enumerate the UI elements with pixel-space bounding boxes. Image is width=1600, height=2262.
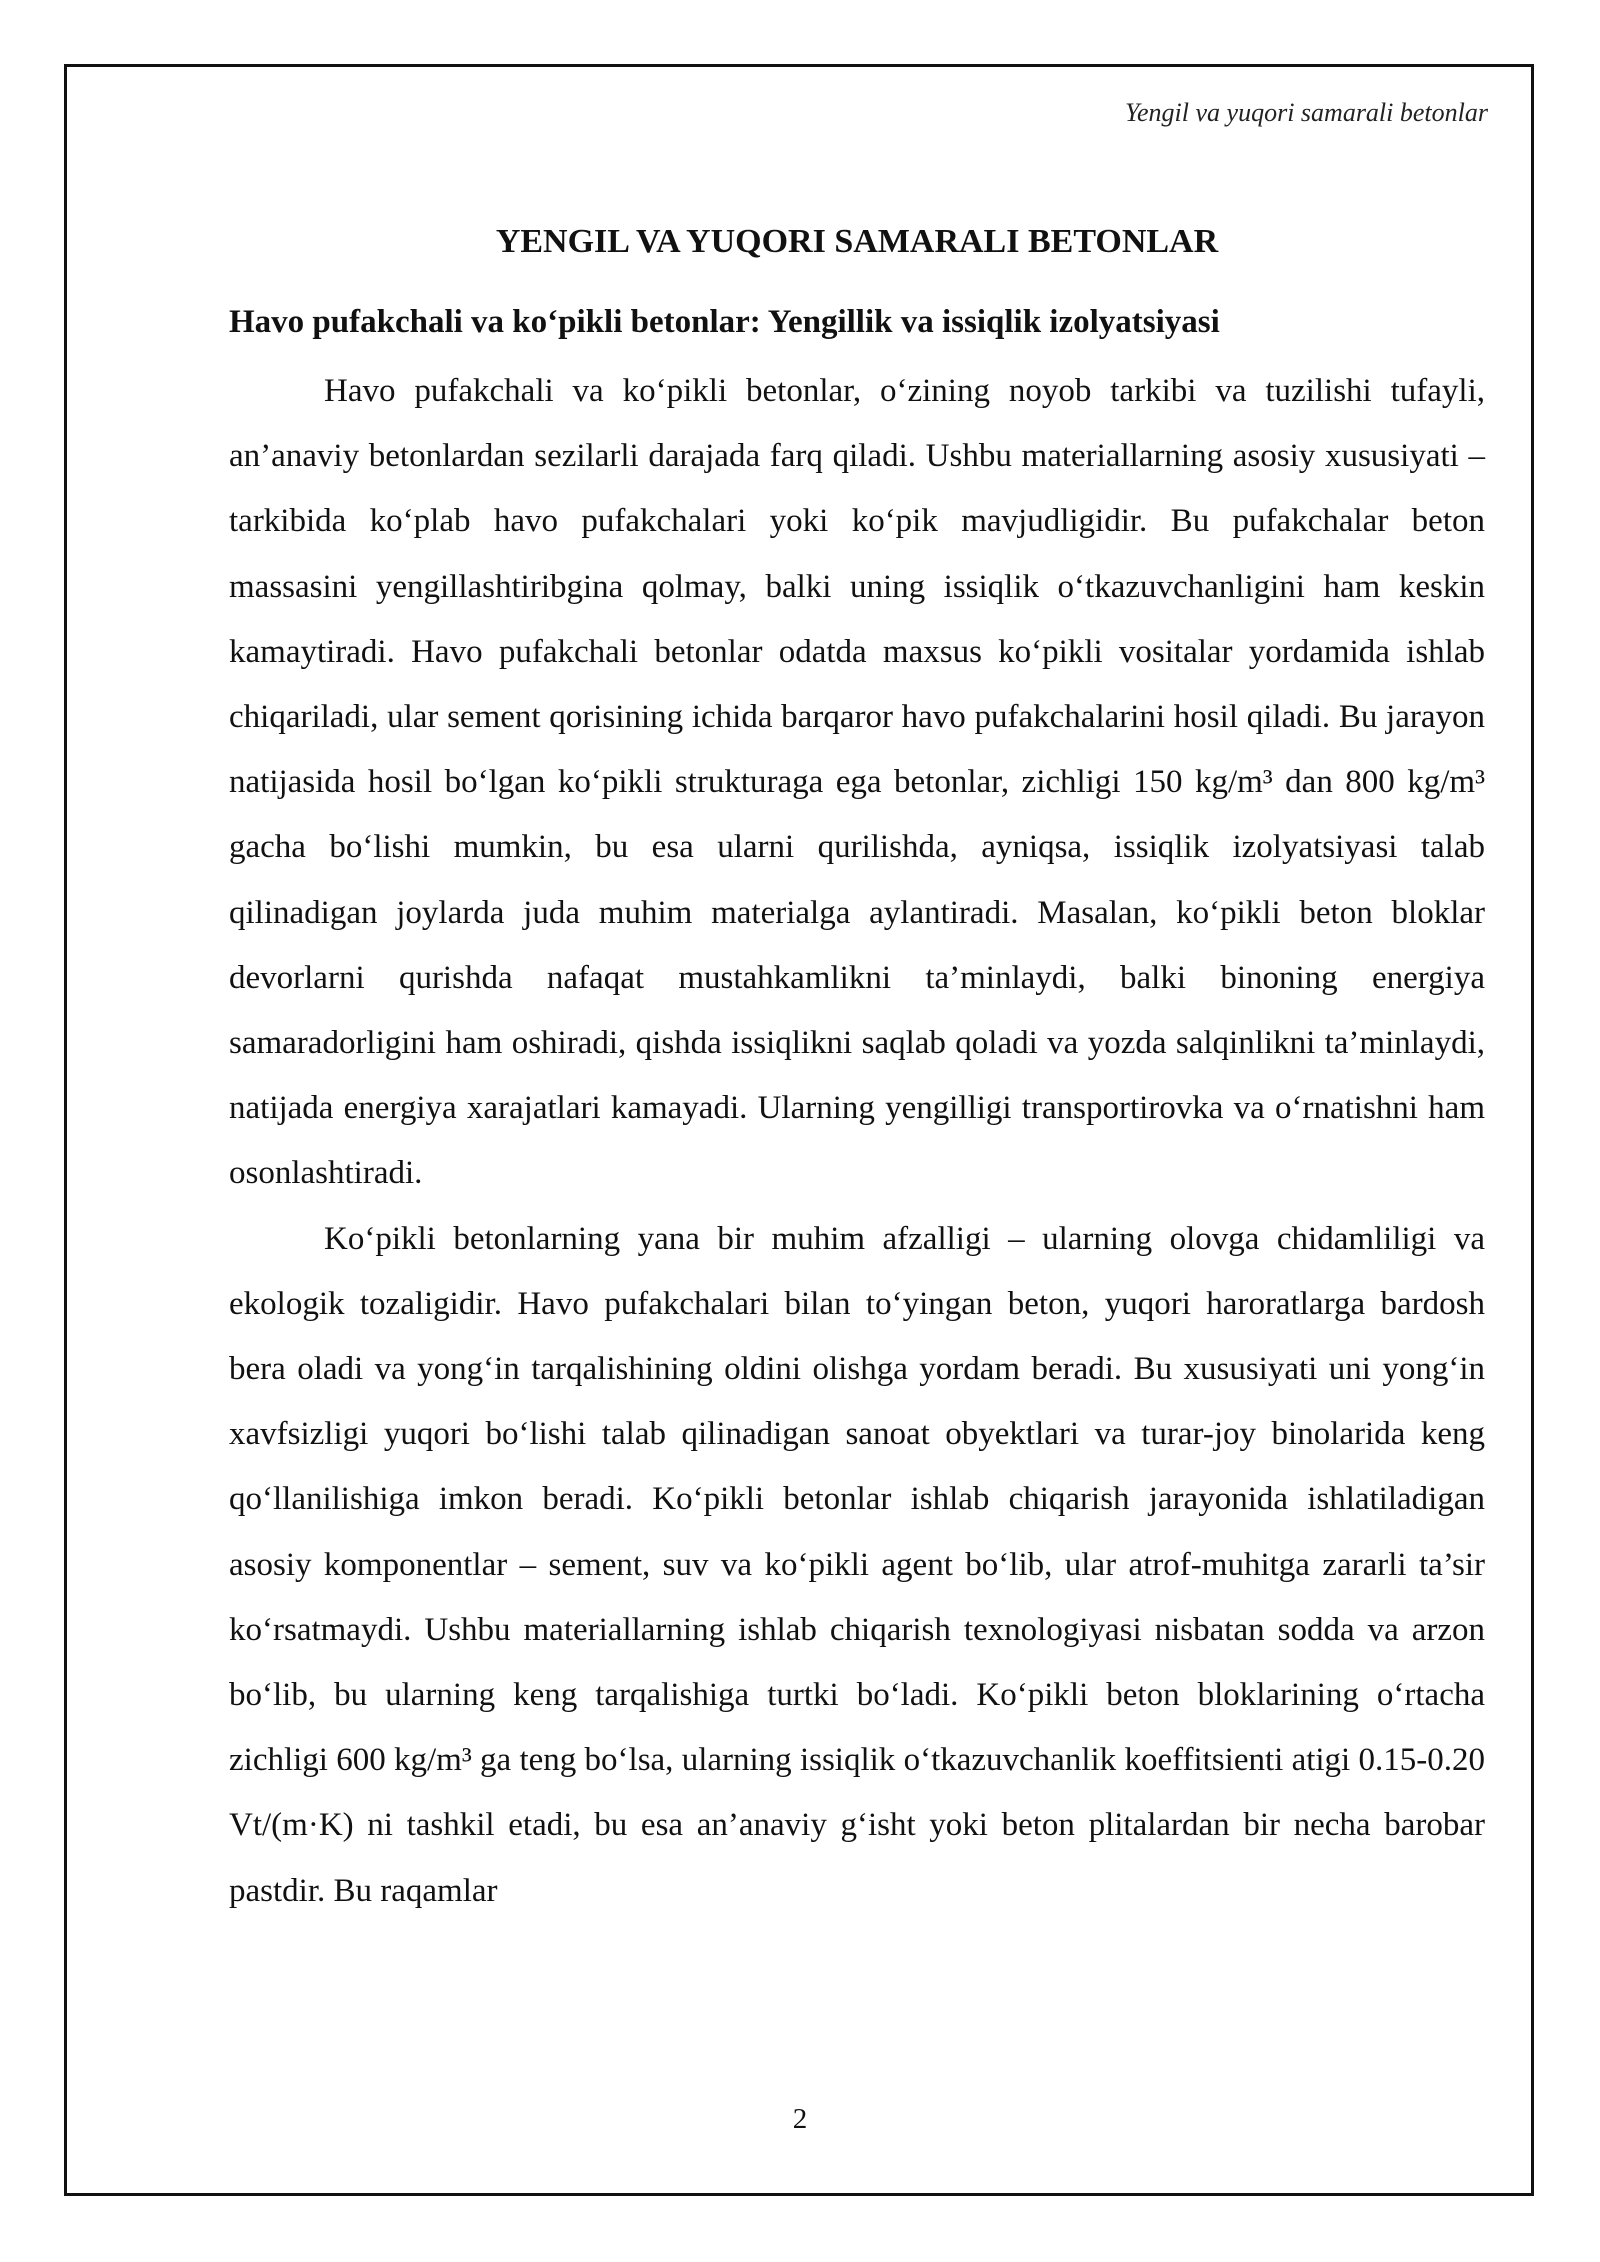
document-title: YENGIL VA YUQORI SAMARALI BETONLAR [495, 223, 1219, 260]
paragraph-2: Ko‘pikli betonlarning yana bir muhim afzalligi – ularning olovga chidamliligi va ekologik tozaligidir. Havo pufakchalari bilan to‘yingan beton, yuqori haroratlarga bardosh bera oladi va yong‘in tarqalishining oldini olishga yordam beradi. Bu xususiyati uni yong‘in xavfsizligi yuqori bo‘lishi talab qilinadigan sanoat obyektlari va turar-joy binolarida keng qo‘llanilishiga imkon beradi. Ko‘pikli betonlar ishlab chiqarish jarayonida ishlatiladigan asosiy komponentlar – sement, suv va ko‘pikli agent bo‘lib, ular atrof-muhitga zararli ta’sir ko‘rsatmaydi. Ushbu materiallarning ishlab chiqarish texnologiyasi nisbatan sodda va arzon bo‘lib, bu ularning keng tarqalishiga turtki bo‘ladi. Ko‘pikli beton bloklarining o‘rtacha zichligi 600 kg/m³ ga teng bo‘lsa, ularning issiqlik o‘tkazuvchanlik koeffitsienti atigi 0.15-0.20 Vt/(m·K) ni tashkil etadi, bu esa an’anaviy g‘isht yoki beton plitalardan bir necha barobar pastdir. Bu raqamlar [229, 1220, 1485, 1909]
running-header: Yengil va yuqori samarali betonlar [1124, 98, 1488, 127]
page-number: 2 [792, 2103, 808, 2135]
page-body [229, 205, 1485, 1924]
section-heading: Havo pufakchali va ko‘pikli betonlar: Yengillik va issiqlik izolyatsiyasi [229, 304, 1220, 340]
paragraph-1: Havo pufakchali va ko‘pikli betonlar, o‘zining noyob tarkibi va tuzilishi tufayli, an’anaviy betonlardan sezilarli darajada farq qiladi. Ushbu materiallarning asosiy xususiyati – tarkibida ko‘plab havo pufakchalari yoki ko‘pik mavjudligidir. Bu pufakchalar beton massasini yengillashtiribgina qolmay, balki uning issiqlik o‘tkazuvchanligini ham keskin kamaytiradi. Havo pufakchali betonlar odatda maxsus ko‘pikli vositalar yordamida ishlab chiqariladi, ular sement qorisining ichida barqaror havo pufakchalarini hosil qiladi. Bu jarayon natijasida hosil bo‘lgan ko‘pikli strukturaga ega betonlar, zichligi 150 kg/m³ dan 800 kg/m³ gacha bo‘lishi mumkin, bu esa ularni qurilishda, ayniqsa, issiqlik izolyatsiyasi talab qilinadigan joylarda juda muhim materialga aylantiradi. Masalan, ko‘pikli beton bloklar devorlarni qurishda nafaqat mustahkamlikni ta’minlaydi, balki binoning energiya samaradorligini ham oshiradi, qishda issiqlikni saqlab qoladi va yozda salqinlikni ta’minlaydi, natijada energiya xarajatlari kamayadi. Ularning yengilligi transportirovka va o‘rnatishni ham osonlashtiradi. [229, 373, 1485, 1192]
